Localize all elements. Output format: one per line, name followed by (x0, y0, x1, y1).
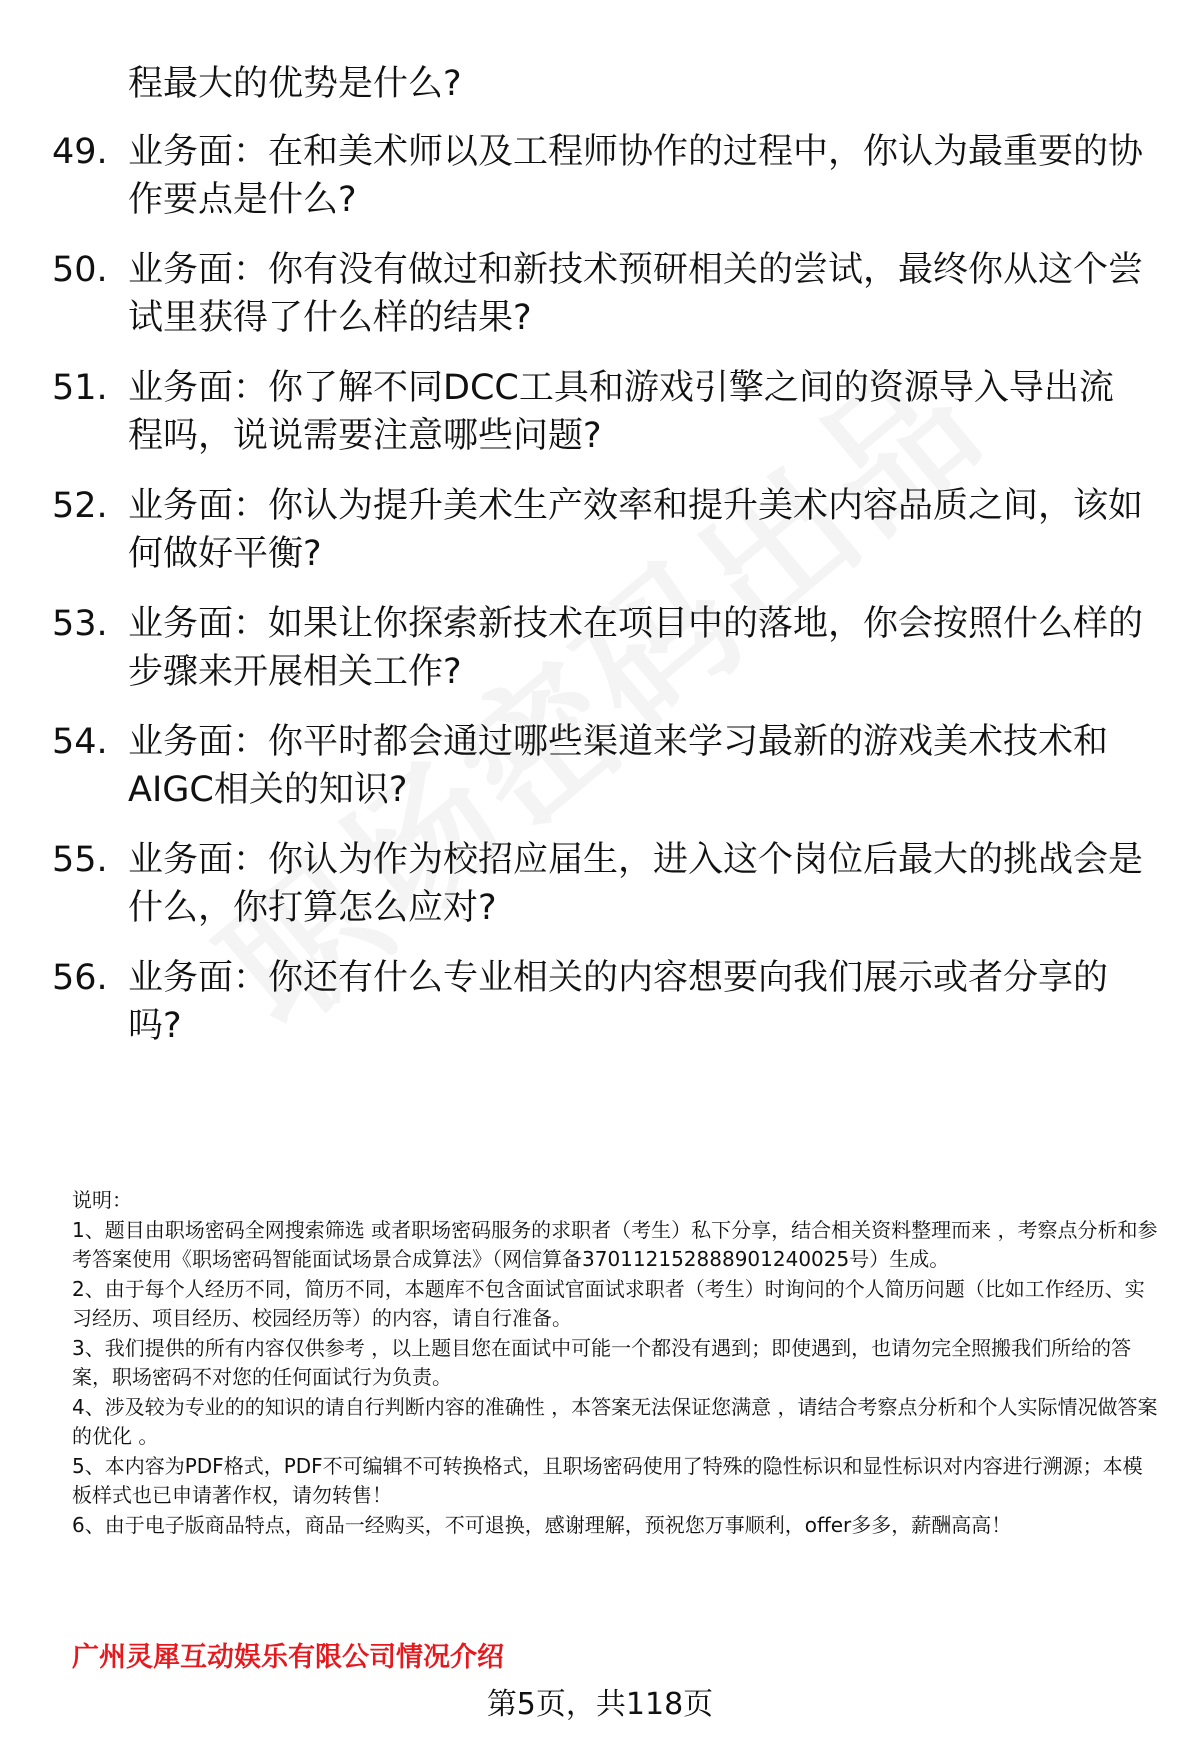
question-text: 业务面：你认为作为校招应届生，进入这个岗位后最大的挑战会是什么，你打算怎么应对? (128, 840, 1144, 928)
question-item (0, 246, 1200, 346)
question-item (0, 718, 1200, 818)
notes-section (72, 1186, 1162, 1540)
question-item (0, 954, 1200, 1054)
question-continuation: 程最大的优势是什么? (128, 64, 462, 104)
question-text: 业务面：如果让你探索新技术在项目中的落地，你会按照什么样的步骤来开展相关工作? (128, 604, 1144, 692)
question-number: 54. (52, 722, 108, 762)
question-item (0, 364, 1200, 464)
question-text: 业务面：在和美术师以及工程师协作的过程中，你认为最重要的协作要点是什么? (128, 132, 1144, 220)
question-item (0, 128, 1200, 228)
note-item: 5、本内容为PDF格式，PDF不可编辑不可转换格式，且职场密码使用了特殊的隐性标识和显性标识对内容进行溯源；本模板样式也已申请著作权，请勿转售！ (72, 1453, 1143, 1507)
note-item: 1、题目由职场密码全网搜索筛选 或者职场密码服务的求职者（考生）私下分享，结合相关资料整理而来 ，考察点分析和参考答案使用《职场密码智能面试场景合成算法》（网信算备370112152888901240025号）生成。 (72, 1217, 1158, 1271)
company-intro-heading: 广州灵犀互动娱乐有限公司情况介绍 (72, 1642, 504, 1673)
question-text: 业务面：你平时都会通过哪些渠道来学习最新的游戏美术技术和AIGC相关的知识? (128, 722, 1109, 810)
question-number: 53. (52, 604, 108, 644)
note-item: 6、由于电子版商品特点，商品一经购买，不可退换，感谢理解，预祝您万事顺利，offer多多，薪酬高高！ (72, 1512, 1012, 1537)
question-number: 49. (52, 132, 108, 172)
question-number: 50. (52, 250, 108, 290)
question-number: 52. (52, 486, 108, 526)
note-item: 2、由于每个人经历不同，简历不同，本题库不包含面试官面试求职者（考生）时询问的个人简历问题（比如工作经历、实习经历、项目经历、校园经历等）的内容，请自行准备。 (72, 1276, 1145, 1330)
question-number: 56. (52, 958, 108, 998)
question-text: 业务面：你认为提升美术生产效率和提升美术内容品质之间，该如何做好平衡? (128, 486, 1144, 574)
note-item: 3、我们提供的所有内容仅供参考 ，以上题目您在面试中可能一个都没有遇到；即使遇到，也请勿完全照搬我们所给的答案，职场密码不对您的任何面试行为负责。 (72, 1335, 1132, 1389)
question-text: 业务面：你有没有做过和新技术预研相关的尝试，最终你从这个尝试里获得了什么样的结果? (128, 250, 1144, 338)
question-number: 51. (52, 368, 108, 408)
page-number: 第5页，共118页 (486, 1687, 714, 1722)
question-item (0, 836, 1200, 936)
question-item (0, 600, 1200, 700)
question-text: 业务面：你了解不同DCC工具和游戏引擎之间的资源导入导出流程吗，说说需要注意哪些问题? (128, 368, 1114, 456)
question-text: 业务面：你还有什么专业相关的内容想要向我们展示或者分享的吗? (128, 958, 1109, 1046)
question-number: 55. (52, 840, 108, 880)
notes-title: 说明： (72, 1188, 132, 1212)
question-item (0, 482, 1200, 582)
note-item: 4、涉及较为专业的的知识的请自行判断内容的准确性 ，本答案无法保证您满意 ，请结合考察点分析和个人实际情况做答案的优化 。 (72, 1394, 1158, 1448)
